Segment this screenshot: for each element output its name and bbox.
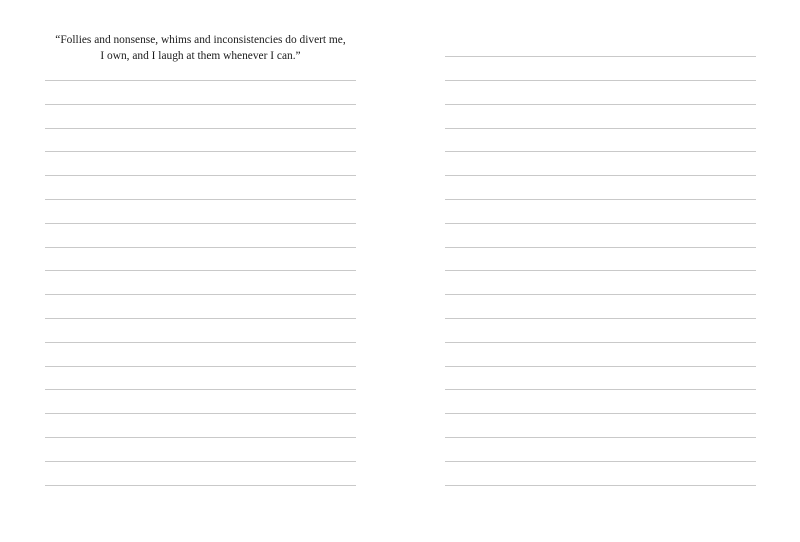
ruled-line (45, 342, 356, 343)
ruled-line (445, 437, 756, 438)
ruled-line (45, 104, 356, 105)
ruled-line (45, 175, 356, 176)
ruled-line (445, 389, 756, 390)
quote-line-2: I own, and I laugh at them whenever I can.” (100, 49, 301, 62)
ruled-line (445, 104, 756, 105)
ruled-line (45, 223, 356, 224)
ruled-line (445, 128, 756, 129)
ruled-line (45, 366, 356, 367)
ruled-line (45, 199, 356, 200)
ruled-line (45, 80, 356, 81)
ruled-line (45, 294, 356, 295)
ruled-line (445, 318, 756, 319)
ruled-line (445, 413, 756, 414)
ruled-line (445, 56, 756, 57)
ruled-line (445, 175, 756, 176)
ruled-line (445, 270, 756, 271)
ruled-line (445, 151, 756, 152)
ruled-line (445, 80, 756, 81)
ruled-line (445, 294, 756, 295)
ruled-line (45, 389, 356, 390)
ruled-line (445, 247, 756, 248)
ruled-line (45, 485, 356, 486)
ruled-line (445, 461, 756, 462)
ruled-line (445, 485, 756, 486)
ruled-line (45, 128, 356, 129)
ruled-line (445, 366, 756, 367)
ruled-line (445, 342, 756, 343)
ruled-line (445, 199, 756, 200)
right-page (400, 0, 800, 542)
right-page-rules (400, 0, 800, 542)
ruled-line (45, 461, 356, 462)
ruled-line (445, 223, 756, 224)
quote-line-1: “Follies and nonsense, whims and inconsistencies do divert me, (55, 34, 346, 46)
ruled-line (45, 318, 356, 319)
ruled-line (45, 413, 356, 414)
ruled-line (45, 270, 356, 271)
ruled-line (45, 247, 356, 248)
ruled-line (45, 437, 356, 438)
ruled-line (45, 151, 356, 152)
